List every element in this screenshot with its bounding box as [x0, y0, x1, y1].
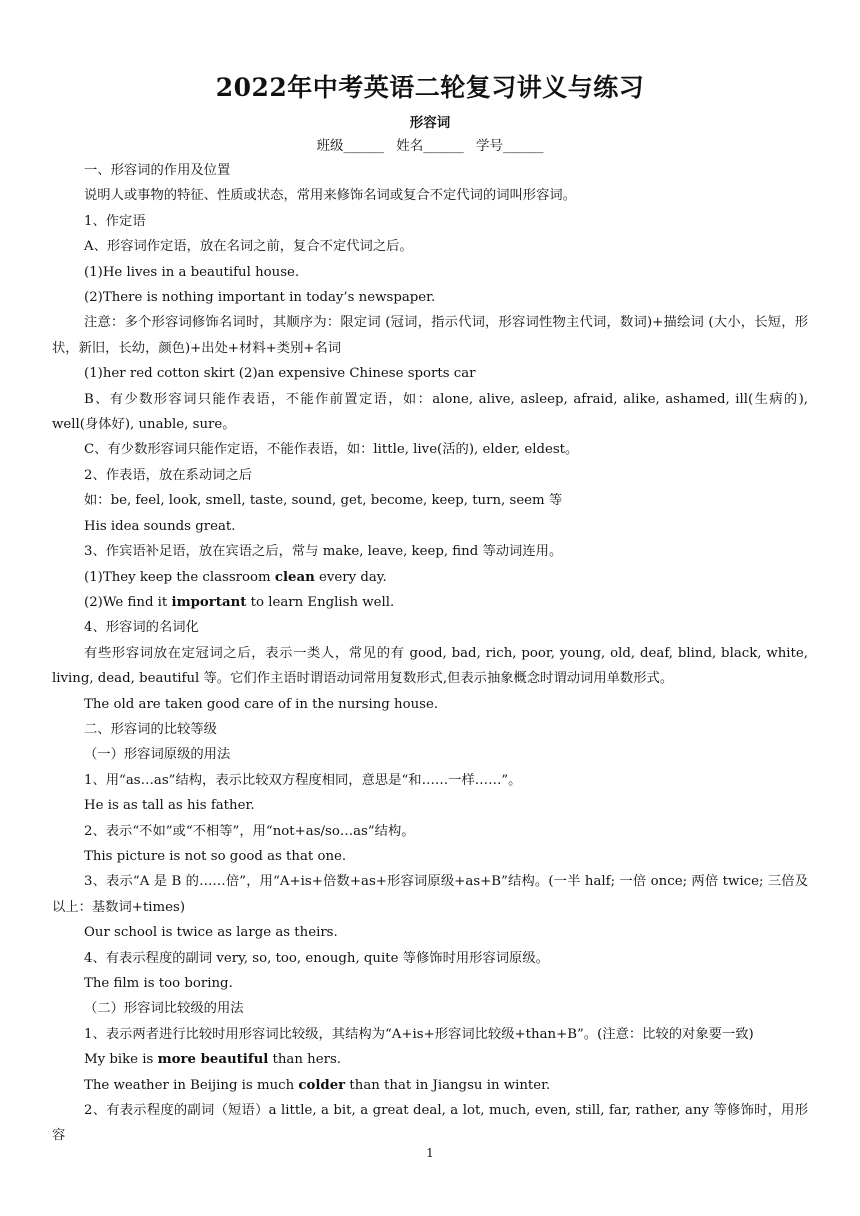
document-page [52, 70, 808, 1149]
paragraph [52, 539, 808, 564]
paragraph [52, 234, 808, 259]
paragraph [52, 361, 808, 386]
text-run: (1)her red cotton skirt (2)an expensive Chinese sports car [84, 366, 476, 382]
paragraph [52, 158, 808, 183]
text-run: （一）形容词原级的用法 [84, 747, 231, 763]
text-run: 一、形容词的作用及位置 [84, 163, 231, 178]
student-info-fields [52, 134, 808, 158]
text-run: 有些形容词放在定冠词之后，表示一类人，常见的有 good, bad, rich, poor, young, old, deaf, blind, black, white, living, dead, beautiful 等。它们作主语时谓语动词常用复数形式,但表示抽象概念时谓动词用单数形式。 [52, 645, 808, 687]
paragraph [52, 1073, 808, 1098]
paragraph [52, 285, 808, 310]
paragraph [52, 488, 808, 513]
text-run: The weather in Beijing is much [84, 1077, 299, 1093]
text-run: 2、表示“不如”或“不相等”，用“not+as/so…as”结构。 [84, 823, 415, 839]
text-run: than hers. [268, 1052, 341, 1068]
paragraph [52, 514, 808, 539]
document-body [52, 158, 808, 1149]
text-run: 1、表示两者进行比较时用形容词比较级，其结构为“A+is+形容词比较级+than+B”。(注意：比较的对象要一致) [84, 1026, 754, 1042]
text-run: This picture is not so good as that one. [84, 848, 347, 864]
text-run: He is as tall as his father. [84, 798, 255, 814]
text-run: 4、有表示程度的副词 very, so, too, enough, quite 等修饰时用形容词原级。 [84, 950, 549, 966]
text-run: than that in Jiangsu in winter. [345, 1077, 551, 1093]
paragraph [52, 1047, 808, 1072]
bold-text: colder [298, 1077, 346, 1093]
text-run: 如：be, feel, look, smell, taste, sound, get, become, keep, turn, seem 等 [84, 493, 563, 509]
paragraph [52, 437, 808, 462]
paragraph [52, 260, 808, 285]
text-run: 1、用“as…as”结构，表示比较双方程度相同，意思是“和……一样……”。 [84, 772, 522, 788]
text-run: (1)He lives in a beautiful house. [84, 264, 300, 280]
paragraph [52, 793, 808, 818]
text-run: 1、作定语 [84, 213, 146, 229]
bold-text: important [171, 594, 247, 610]
text-run: 3、作宾语补足语，放在宾语之后，常与 make, leave, keep, find 等动词连用。 [84, 544, 563, 560]
document-title: 2022年中考英语二轮复习讲义与练习 [215, 73, 645, 102]
paragraph [52, 971, 808, 996]
text-run: The film is too boring. [84, 976, 233, 991]
text-run: every day. [314, 569, 387, 585]
page-number: 1 [426, 1146, 434, 1160]
paragraph [52, 1022, 808, 1047]
text-run: C、有少数形容词只能作定语，不能作表语，如：little, live(活的), elder, eldest。 [84, 442, 579, 458]
paragraph [52, 946, 808, 971]
text-run: 二、形容词的比较等级 [84, 721, 217, 737]
text-run: A、形容词作定语，放在名词之前，复合不定代词之后。 [84, 239, 413, 255]
paragraph [52, 590, 808, 615]
paragraph [52, 387, 808, 438]
name-field: 姓名______ [396, 138, 464, 154]
paragraph [52, 869, 808, 920]
text-run: 注意：多个形容词修饰名词时，其顺序为：限定词 (冠词，指示代词，形容词性物主代词，数词)+描绘词 (大小，长短，形状，新旧，长幼，颜色)+出处+材料+类别+名词 [52, 315, 808, 356]
paragraph [52, 209, 808, 234]
text-run: (1)They keep the classroom [84, 569, 275, 585]
text-run: My bike is [84, 1052, 158, 1068]
paragraph [52, 692, 808, 717]
text-run: The old are taken good care of in the nursing house. [84, 696, 439, 712]
text-run: （二）形容词比较级的用法 [84, 1001, 244, 1017]
text-run: 3、表示“A 是 B 的……倍”，用“A+is+倍数+as+形容词原级+as+B”结构。(一半 half; 一倍 once; 两倍 twice; 三倍及以上：基数词+times) [52, 874, 808, 915]
paragraph [52, 717, 808, 742]
document-subtitle: 形容词 [409, 115, 451, 131]
paragraph [52, 819, 808, 844]
paragraph [52, 565, 808, 590]
bold-text: more beautiful [157, 1052, 269, 1068]
paragraph [52, 1098, 808, 1149]
text-run: 4、形容词的名词化 [84, 620, 199, 636]
paragraph [52, 742, 808, 767]
text-run: Our school is twice as large as theirs. [84, 925, 338, 941]
text-run: (2)There is nothing important in today’s newspaper. [84, 290, 436, 306]
text-run: (2)We find it [84, 594, 172, 610]
paragraph [52, 768, 808, 793]
paragraph [52, 463, 808, 488]
text-run: 2、有表示程度的副词（短语）a little, a bit, a great deal, a lot, much, even, still, far, rather, any 等修饰时，用形容 [52, 1103, 808, 1144]
paragraph [52, 844, 808, 869]
paragraph [52, 615, 808, 640]
class-field: 班级______ [316, 138, 384, 154]
paragraph [52, 310, 808, 361]
text-run: B、有少数形容词只能作表语，不能作前置定语，如：alone, alive, asleep, afraid, alike, ashamed, ill(生病的), well(身体好), unable, sure。 [52, 391, 808, 433]
paragraph [52, 641, 808, 692]
paragraph [52, 920, 808, 945]
paragraph [52, 996, 808, 1021]
text-run: 2、作表语，放在系动词之后 [84, 467, 253, 483]
bold-text: clean [274, 569, 315, 585]
text-run: to learn English well. [246, 594, 395, 610]
paragraph [52, 183, 808, 208]
text-run: His idea sounds great. [84, 518, 236, 534]
student-number-field: 学号______ [476, 138, 544, 154]
text-run: 说明人或事物的特征、性质或状态，常用来修饰名词或复合不定代词的词叫形容词。 [84, 188, 576, 204]
